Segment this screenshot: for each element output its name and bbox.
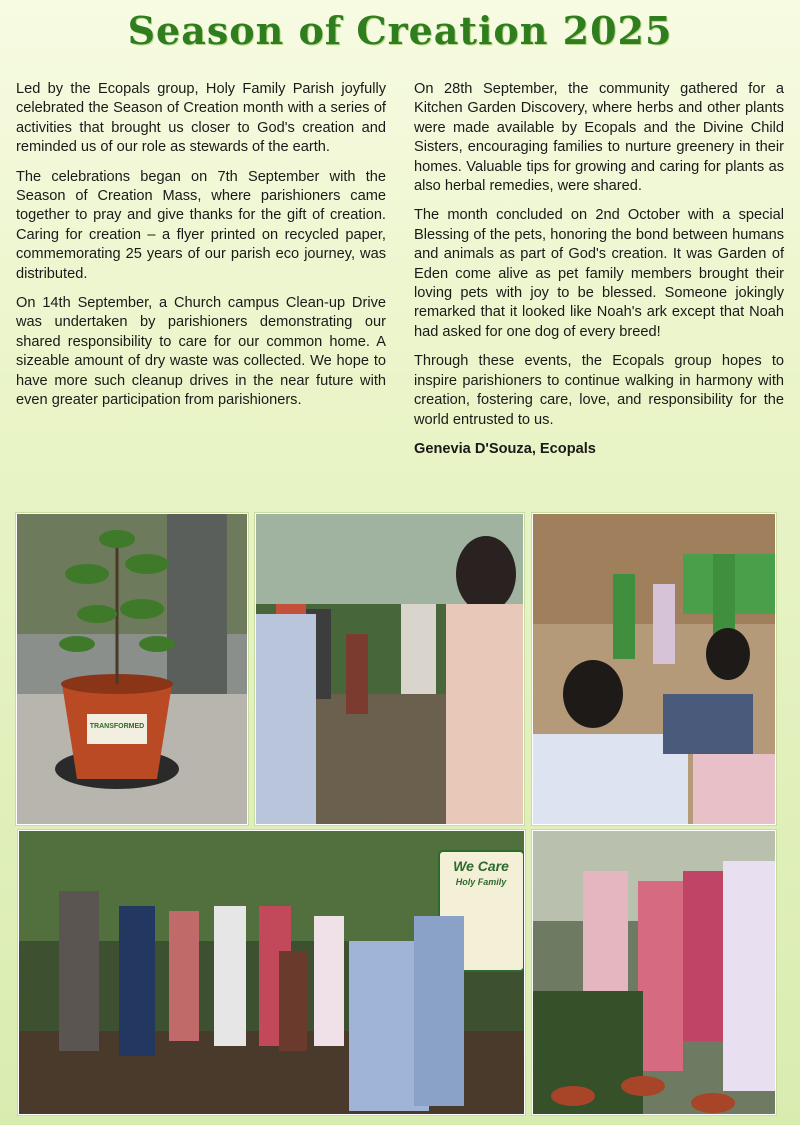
photo-cleanup-group (18, 830, 525, 1115)
sign-subtitle-text: Holy Family (455, 877, 507, 887)
photo-kitchen-garden-gathering (255, 513, 524, 825)
photo-church-gathering (532, 513, 776, 825)
photo-plant-distribution (532, 830, 776, 1115)
pot-label-text: TRANSFORMED (89, 723, 145, 730)
paragraph-mass: The celebrations began on 7th September with the Season of Creation Mass, where parishioners came together to pray and give thanks for the gift of creation. Caring for creation – a flyer printed on recycled paper, commemorating 25 years of our parish eco journey, was distributed. (16, 168, 386, 282)
paragraph-pet-blessing: The month concluded on 2nd October with a special Blessing of the pets, honoring the bond between humans and animals as part of God's creation. It was Garden of Eden come alive as pet family members brought their loving pets with joy to be blessed. Someone jokingly remarked that it looked like Noah's ark except that Noah had asked for one dog of every breed! (414, 207, 784, 340)
right-column (414, 80, 784, 459)
page-title: Season of Creation 2025 (127, 8, 673, 53)
photo-potted-plant (16, 513, 248, 825)
paragraph-kitchen-garden: On 28th September, the community gathered for a Kitchen Garden Discovery, where herbs and other plants were made available by Ecopals and the Divine Child Sisters, encouraging families to nurture greenery in their homes. Valuable tips for growing and caring for plants as also herbal remedies, were shared. (414, 81, 784, 195)
author-signature: Genevia D'Souza, Ecopals (414, 440, 596, 457)
paragraph-cleanup: On 14th September, a Church campus Clean-up Drive was undertaken by parishioners demonstrating our shared responsibility to care for our common home. A sizeable amount of dry waste was collected. We hope to have more such cleanup drives in the near future with even greater participation from parishioners. (16, 295, 386, 409)
paragraph-intro: Led by the Ecopals group, Holy Family Parish joyfully celebrated the Season of Creation month with a series of activities that brought us closer to God's creation and reminded us of our role as stewards of the earth. (16, 81, 386, 156)
sign-title-text: We Care (453, 858, 509, 874)
left-column (16, 80, 386, 421)
paragraph-conclusion: Through these events, the Ecopals group hopes to inspire parishioners to continue walking in harmony with creation, fostering care, love, and responsibility for the world entrusted to us. (414, 353, 784, 428)
